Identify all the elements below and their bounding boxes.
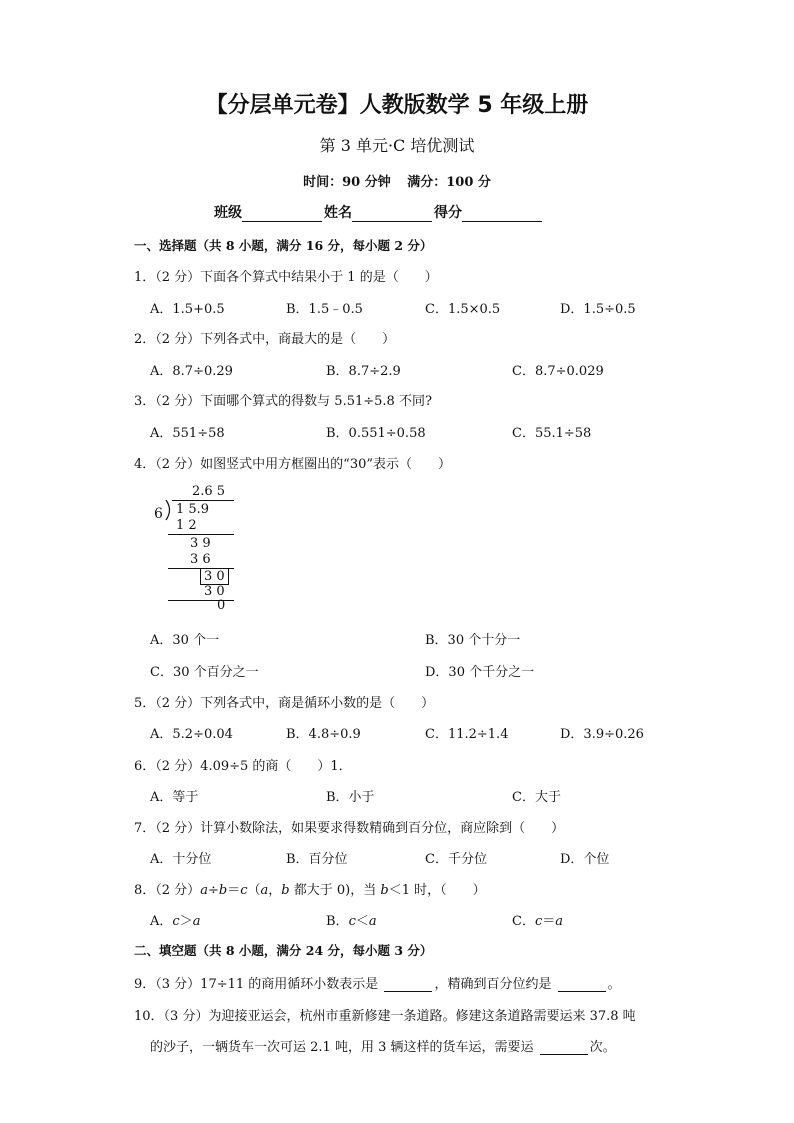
step-1: 1 2 bbox=[176, 518, 197, 533]
question-3-option-a[interactable]: A．551÷58 bbox=[150, 426, 225, 441]
var-a: a bbox=[192, 914, 201, 929]
question-4-option-c[interactable]: C．30 个百分之一 bbox=[150, 665, 259, 680]
question-4-option-a[interactable]: A．30 个一 bbox=[150, 633, 220, 648]
q8-mid: （ bbox=[247, 883, 261, 898]
question-1-option-b[interactable]: B．1.5﹣0.5 bbox=[286, 302, 363, 317]
operator: ＞ bbox=[179, 914, 193, 929]
q10-text: 的沙子，一辆货车一次可运 2.1 吨，用 3 辆这样的货车运，需要运 bbox=[150, 1040, 534, 1055]
q9-part3: 。 bbox=[607, 977, 621, 992]
division-bracket-icon bbox=[164, 499, 174, 521]
option-prefix: C． bbox=[512, 914, 535, 929]
divisor: 6 bbox=[154, 506, 163, 522]
q8-comma: ， bbox=[268, 883, 282, 898]
page-title: 【分层单元卷】人教版数学 5 年级上册 bbox=[205, 93, 589, 118]
q9-blank-1[interactable] bbox=[384, 977, 432, 992]
var-c: c bbox=[348, 914, 356, 929]
name-label: 姓名 bbox=[324, 205, 352, 221]
question-8-option-b[interactable] bbox=[326, 910, 377, 929]
question-6-option-b[interactable]: B．小于 bbox=[326, 790, 375, 805]
question-9 bbox=[134, 973, 621, 992]
q10-blank[interactable] bbox=[540, 1040, 588, 1055]
var-c: c bbox=[172, 914, 180, 929]
student-info-line bbox=[214, 202, 544, 222]
question-7-option-a[interactable]: A．十分位 bbox=[150, 852, 212, 867]
question-7-option-c[interactable]: C．千分位 bbox=[425, 852, 487, 867]
q8-div: ÷ bbox=[207, 883, 219, 898]
question-10-line-2 bbox=[150, 1036, 616, 1055]
q9-part1: 9．（3 分）17÷11 的商用循环小数表示是 bbox=[134, 977, 379, 992]
section-fill-heading: 二、填空题（共 8 小题，满分 24 分，每小题 3 分） bbox=[134, 943, 433, 958]
question-5-option-c[interactable]: C．11.2÷1.4 bbox=[425, 727, 509, 742]
question-4-option-b[interactable]: B．30 个十分一 bbox=[425, 633, 521, 648]
step-3: 3 6 bbox=[190, 552, 211, 567]
question-5-option-b[interactable]: B．4.8÷0.9 bbox=[286, 727, 361, 742]
var-b: b bbox=[281, 883, 290, 898]
question-1-option-a[interactable]: A．1.5+0.5 bbox=[150, 302, 225, 317]
question-7-option-b[interactable]: B．百分位 bbox=[286, 852, 348, 867]
long-division-figure bbox=[150, 482, 250, 614]
question-8-option-a[interactable] bbox=[150, 910, 200, 929]
question-2-option-b[interactable]: B．8.7÷2.9 bbox=[326, 364, 401, 379]
var-c: c bbox=[240, 883, 248, 898]
option-prefix: A． bbox=[150, 914, 173, 929]
q8-prefix: 8．（2 分） bbox=[134, 883, 201, 898]
question-1-stem: 1．（2 分）下面各个算式中结果小于 1 的是（ ） bbox=[134, 270, 438, 285]
var-b: b bbox=[380, 883, 389, 898]
q10-end: 次。 bbox=[589, 1040, 616, 1055]
question-8-stem bbox=[134, 879, 486, 898]
remainder: 0 bbox=[217, 598, 226, 613]
question-3-option-c[interactable]: C．55.1÷58 bbox=[512, 426, 592, 441]
step-5: 3 0 bbox=[204, 584, 225, 599]
full-score: 满分：100 分 bbox=[407, 175, 491, 190]
time-score-line bbox=[0, 171, 794, 190]
question-4-option-d[interactable]: D．30 个千分之一 bbox=[425, 665, 535, 680]
name-field[interactable] bbox=[352, 206, 432, 222]
question-2-option-c[interactable]: C．8.7÷0.029 bbox=[512, 364, 604, 379]
section-choice-heading: 一、选择题（共 8 小题，满分 16 分，每小题 2 分） bbox=[134, 238, 433, 253]
var-a: a bbox=[200, 883, 208, 898]
question-6-option-c[interactable]: C．大于 bbox=[512, 790, 561, 805]
dividend: 1 5.9 bbox=[176, 502, 210, 517]
page-subtitle: 第 3 单元·C 培优测试 bbox=[319, 136, 475, 155]
q8-eq: ＝ bbox=[227, 883, 241, 898]
question-3-stem: 3．（2 分）下面哪个算式的得数与 5.51÷5.8 不同? bbox=[134, 394, 432, 409]
class-label: 班级 bbox=[214, 205, 242, 221]
question-10-line-1: 10．（3 分）为迎接亚运会，杭州市重新修建一条道路。修建这条道路需要运来 37.8 吨 bbox=[134, 1009, 636, 1024]
question-1-option-d[interactable]: D．1.5÷0.5 bbox=[560, 302, 636, 317]
time-limit: 时间：90 分钟 bbox=[303, 175, 391, 190]
question-2-option-a[interactable]: A．8.7÷0.29 bbox=[150, 364, 233, 379]
q8-mid2: 都大于 0)，当 bbox=[289, 883, 381, 898]
question-5-stem: 5．（2 分）下列各式中，商是循环小数的是（ ） bbox=[134, 696, 435, 711]
step-2: 3 9 bbox=[190, 536, 211, 551]
question-6-stem: 6．（2 分）4.09÷5 的商（ ）1． bbox=[134, 759, 352, 774]
question-7-stem: 7．（2 分）计算小数除法，如果要求得数精确到百分位，商应除到（ ） bbox=[134, 821, 565, 836]
q8-end: ＜1 时，（ ） bbox=[388, 883, 486, 898]
question-7-option-d[interactable]: D．个位 bbox=[560, 852, 610, 867]
grade-field[interactable] bbox=[462, 206, 542, 222]
question-3-option-b[interactable]: B．0.551÷0.58 bbox=[326, 426, 426, 441]
var-c: c bbox=[534, 914, 543, 929]
boxed-thirty: 3 0 bbox=[200, 568, 229, 585]
var-a: a bbox=[555, 914, 564, 929]
option-prefix: B． bbox=[326, 914, 349, 929]
question-4-stem: 4．（2 分）如图竖式中用方框圈出的“30”表示（ ） bbox=[134, 457, 452, 472]
var-a: a bbox=[368, 914, 377, 929]
q9-part2: ，精确到百分位约是 bbox=[434, 977, 552, 992]
operator: ＜ bbox=[355, 914, 369, 929]
var-a: a bbox=[260, 883, 269, 898]
quotient: 2.6 5 bbox=[192, 484, 226, 499]
question-8-option-c[interactable] bbox=[512, 910, 563, 929]
var-b: b bbox=[218, 883, 228, 898]
q9-blank-2[interactable] bbox=[558, 977, 606, 992]
question-5-option-a[interactable]: A．5.2÷0.04 bbox=[150, 727, 233, 742]
question-5-option-d[interactable]: D．3.9÷0.26 bbox=[560, 727, 644, 742]
question-1-option-c[interactable]: C．1.5×0.5 bbox=[425, 302, 501, 317]
grade-label: 得分 bbox=[434, 205, 462, 221]
question-2-stem: 2．（2 分）下列各式中，商最大的是（ ） bbox=[134, 332, 396, 347]
class-field[interactable] bbox=[242, 206, 322, 222]
question-6-option-a[interactable]: A．等于 bbox=[150, 790, 199, 805]
operator: ＝ bbox=[542, 914, 556, 929]
